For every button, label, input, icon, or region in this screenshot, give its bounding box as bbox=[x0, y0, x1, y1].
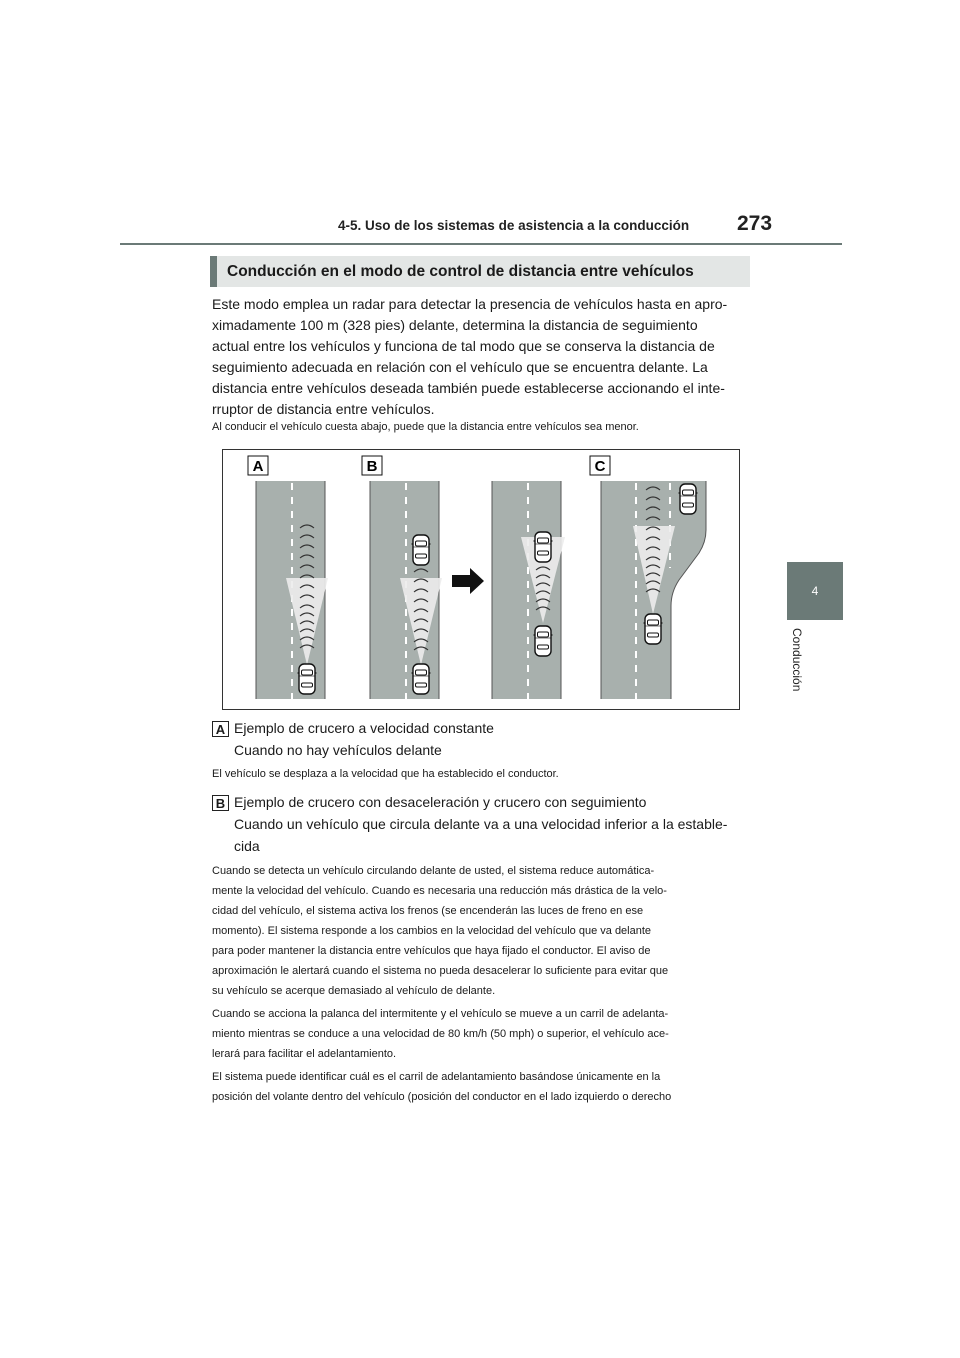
svg-text:B: B bbox=[366, 458, 378, 475]
item-b-marker: B bbox=[212, 795, 229, 811]
figure-label-c bbox=[590, 456, 610, 475]
item-a-subtitle: Cuando no hay vehículos delante bbox=[234, 742, 442, 758]
body-line: Cuando se acciona la palanca del intermitente y el vehículo se mueve a un carril de adelanta- bbox=[212, 1008, 669, 1020]
intro-line: Este modo emplea un radar para detectar la presencia de vehículos hasta en apro- bbox=[212, 296, 728, 312]
body-line: mente la velocidad del vehículo. Cuando es necesaria una reducción más drástica de la velo- bbox=[212, 885, 667, 897]
own-car bbox=[534, 626, 553, 656]
intro-line: ximadamente 100 m (328 pies) delante, determina la distancia de seguimiento bbox=[212, 317, 698, 333]
body-line: miento mientras se conduce a una velocidad de 80 km/h (50 mph) o superior, el vehículo ace- bbox=[212, 1028, 669, 1040]
page-number: 273 bbox=[737, 212, 773, 235]
road-c bbox=[601, 481, 706, 699]
body-line: momento). El sistema responde a los cambios en la velocidad del vehículo que va delante bbox=[212, 925, 652, 937]
item-b-subtitle: Cuando un vehículo que circula delante va a una velocidad inferior a la estable- bbox=[234, 816, 728, 832]
figure-label-b bbox=[362, 456, 382, 475]
lead-car bbox=[534, 532, 553, 562]
road-b-1 bbox=[370, 481, 442, 699]
body-line: su vehículo se acerque demasiado al vehículo de delante. bbox=[212, 985, 496, 997]
road-b-2 bbox=[492, 481, 565, 699]
intro-line: actual entre los vehículos y funciona de tal modo que se conserva la distancia de bbox=[212, 338, 715, 354]
header-divider bbox=[120, 243, 842, 245]
header-section-title: 4-5. Uso de los sistemas de asistencia a la conducción bbox=[338, 218, 690, 233]
body-line: El sistema puede identificar cuál es el carril de adelantamiento basándose únicamente en la bbox=[212, 1071, 661, 1083]
figure-illustration bbox=[223, 450, 741, 711]
svg-text:C: C bbox=[594, 458, 606, 475]
body-line: aproximación le alertará cuando el sistema no pueda desacelerar lo suficiente para evitar que bbox=[212, 965, 669, 977]
body-line: posición del volante dentro del vehículo (posición del conductor en el lado izquierdo o derecho bbox=[212, 1091, 672, 1103]
body-line: cidad del vehículo, el sistema activa los frenos (se encenderán las luces de freno en ese bbox=[212, 905, 644, 917]
own-car bbox=[644, 614, 663, 644]
intro-line: rruptor de distancia entre vehículos. bbox=[212, 401, 435, 417]
intro-line: distancia entre vehículos deseada también puede establecerse accionando el inte- bbox=[212, 380, 725, 396]
own-car bbox=[412, 664, 431, 694]
chapter-tab[interactable] bbox=[787, 562, 843, 620]
item-b-title: Ejemplo de crucero con desaceleración y crucero con seguimiento bbox=[234, 794, 647, 810]
item-a-marker: A bbox=[212, 721, 229, 737]
distance-control-figure bbox=[222, 449, 740, 710]
road-a bbox=[256, 481, 328, 699]
lead-car bbox=[412, 535, 431, 565]
svg-text:A: A bbox=[252, 458, 264, 475]
item-a-title: Ejemplo de crucero a velocidad constante bbox=[234, 720, 494, 736]
item-a-text: El vehículo se desplaza a la velocidad que ha establecido el conductor. bbox=[212, 768, 559, 780]
section-title: Conducción en el modo de control de distancia entre vehículos bbox=[210, 256, 750, 287]
body-line: para poder mantener la distancia entre vehículos que haya fijado el conductor. El aviso de bbox=[212, 945, 651, 957]
chapter-number: 4 bbox=[811, 584, 819, 598]
own-car bbox=[298, 664, 317, 694]
transition-arrow-icon bbox=[452, 568, 484, 594]
chapter-label: Conducción bbox=[790, 628, 804, 692]
intro-line: seguimiento adecuada en relación con el vehículo que se encuentra delante. La bbox=[212, 359, 708, 375]
item-b-subtitle: cida bbox=[234, 838, 260, 854]
body-line: Cuando se detecta un vehículo circulando delante de usted, el sistema reduce automática- bbox=[212, 865, 655, 877]
downhill-note: Al conducir el vehículo cuesta abajo, puede que la distancia entre vehículos sea menor. bbox=[212, 421, 639, 433]
body-line: lerará para facilitar el adelantamiento. bbox=[212, 1048, 397, 1060]
passed-car bbox=[679, 484, 698, 514]
figure-label-a bbox=[248, 456, 268, 475]
